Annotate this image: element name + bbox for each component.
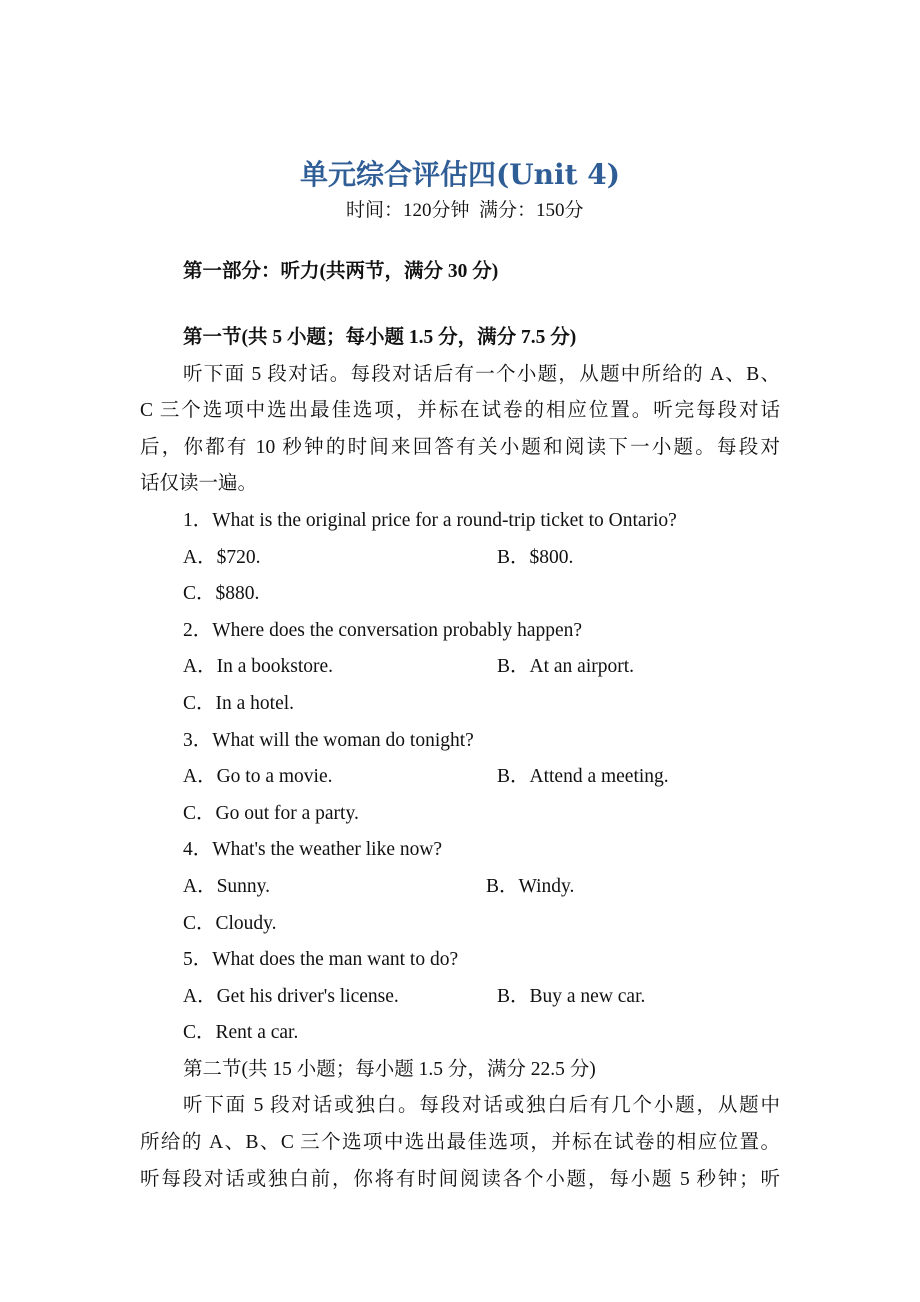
section-heading: 第一节(共 5 小题；每小题 1.5 分，满分 7.5 分) (183, 327, 577, 348)
option-b: B．Windy. (486, 875, 575, 897)
question-text: 2．Where does the conversation probably happen? (183, 619, 583, 641)
instruction-line: 话仅读一遍。 (140, 473, 258, 495)
section-heading: 第二节(共 15 小题；每小题 1.5 分，满分 22.5 分) (183, 1058, 596, 1080)
option-c: C．Go out for a party. (183, 802, 359, 824)
question-text: 5．What does the man want to do? (183, 949, 459, 971)
option-a: A．$720. (183, 546, 261, 568)
option-a: A．Sunny. (183, 875, 271, 897)
option-c: C．Rent a car. (183, 1022, 299, 1044)
instruction-line: 所给的 A、B、C 三个选项中选出最佳选项，并标在试卷的相应位置。 (140, 1132, 780, 1154)
option-c: C．Cloudy. (183, 912, 277, 934)
content-flow (140, 320, 780, 1198)
page-title: 单元综合评估四(Unit 4) (299, 158, 621, 191)
instruction-line: 听下面 5 段对话或独白。每段对话或独白后有几个小题，从题中 (183, 1095, 780, 1117)
option-c: C．$880. (183, 583, 260, 605)
option-a: A．In a bookstore. (183, 656, 334, 678)
option-a: A．Go to a movie. (183, 766, 333, 788)
option-b: B．$800. (497, 546, 574, 568)
instruction-line: 后，你都有 10 秒钟的时间来回答有关小题和阅读下一小题。每段对 (140, 436, 780, 458)
question-text: 1．What is the original price for a round-trip ticket to Ontario? (183, 509, 677, 531)
option-c: C．In a hotel. (183, 692, 295, 714)
time-score-line: 时间：120分钟 满分：150分 (346, 200, 584, 221)
instruction-line: C 三个选项中选出最佳选项，并标在试卷的相应位置。听完每段对话 (140, 400, 780, 422)
option-b: B．At an airport. (497, 656, 635, 678)
option-b: B．Attend a meeting. (497, 766, 669, 788)
instruction-line: 听下面 5 段对话。每段对话后有一个小题，从题中所给的 A、B、 (183, 363, 780, 385)
question-text: 3．What will the woman do tonight? (183, 729, 474, 751)
option-a: A．Get his driver's license. (183, 985, 399, 1007)
question-text: 4．What's the weather like now? (183, 839, 443, 861)
option-b: B．Buy a new car. (497, 985, 646, 1007)
part-heading: 第一部分：听力(共两节，满分 30 分) (183, 261, 499, 282)
instruction-line: 听每段对话或独白前，你将有时间阅读各个小题，每小题 5 秒钟；听 (140, 1168, 780, 1190)
